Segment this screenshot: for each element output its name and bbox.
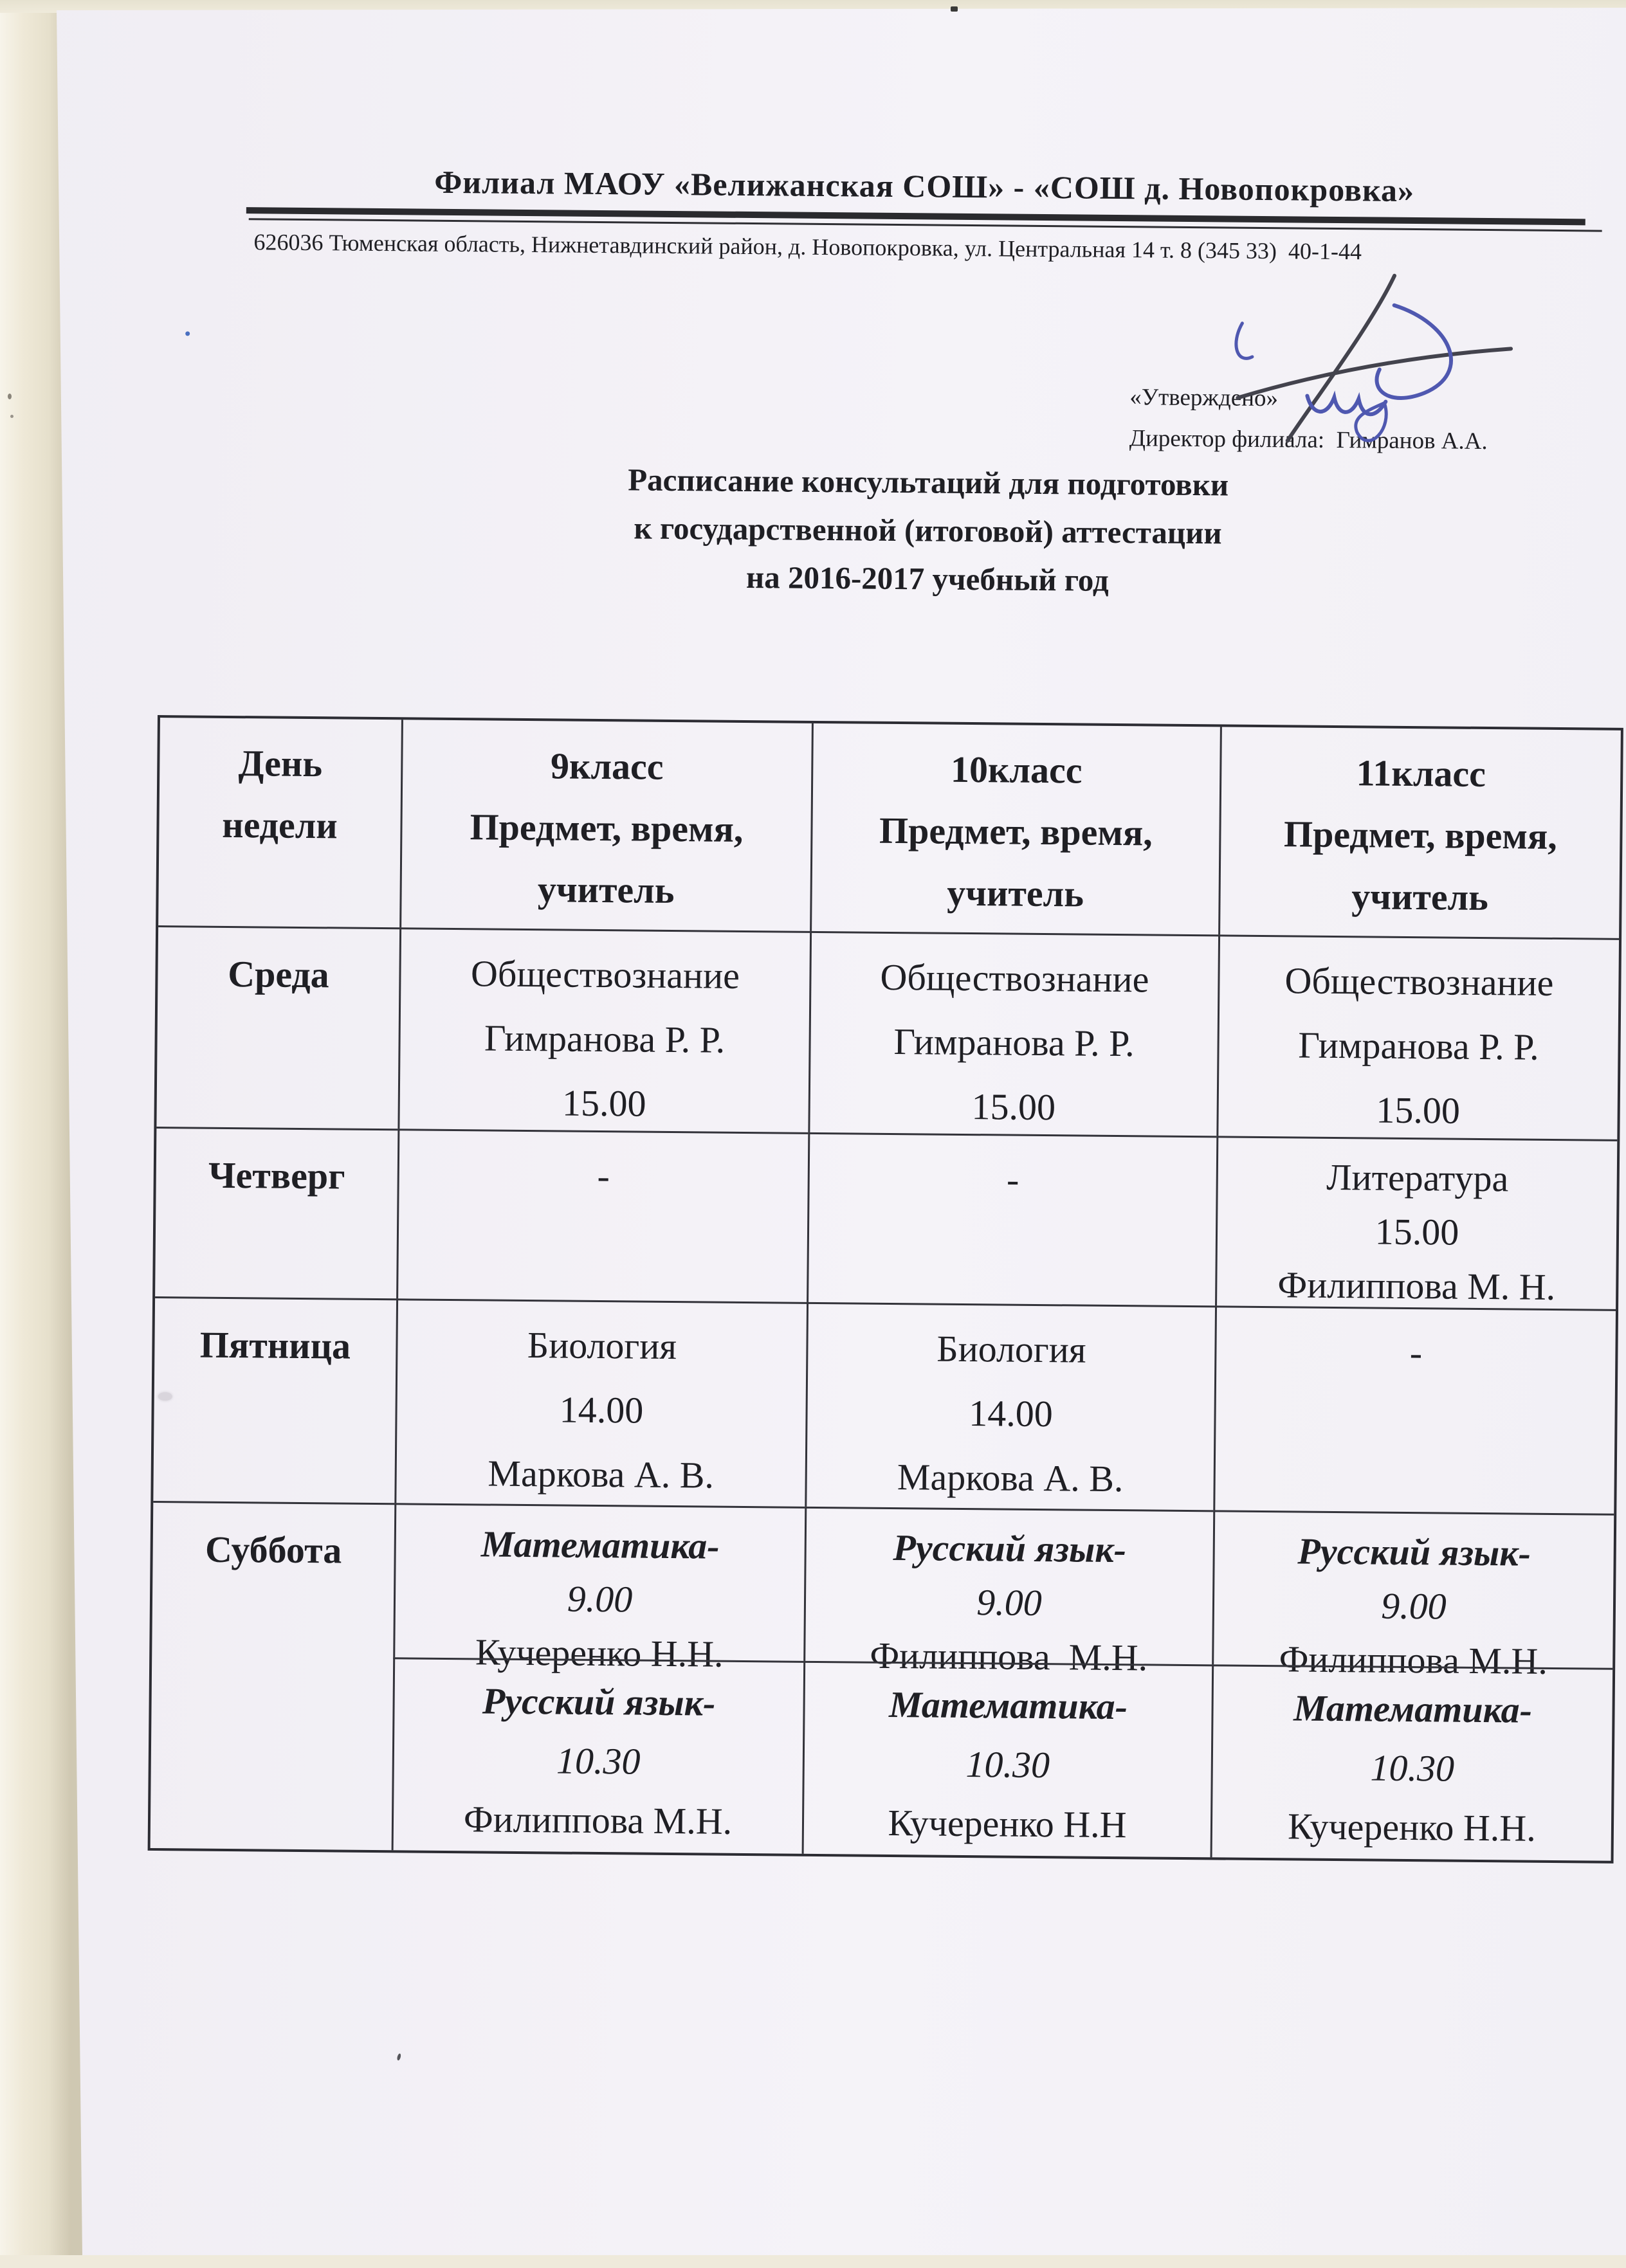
schedule-cell-sat2-9 (392, 1657, 804, 1854)
schedule-cell-thu-10 (807, 1132, 1216, 1306)
ink-dot (185, 331, 190, 336)
schedule-table (148, 715, 1623, 1864)
cell-line: Математика- (888, 1683, 1128, 1728)
cell-line: Филиппова М.Н. (870, 1634, 1148, 1679)
cell-line: 10.30 (556, 1739, 641, 1783)
cell-line: - (597, 1154, 610, 1197)
cell-line: 10.30 (965, 1743, 1050, 1786)
school-letterhead-title: Филиал МАОУ «Велижанская СОШ» - «СОШ д. Новопокровка» (434, 163, 1415, 209)
table-header-grade9 (399, 720, 812, 931)
cell-line: 15.00 (1376, 1089, 1461, 1132)
cell-line: Русский язык- (893, 1527, 1127, 1571)
schedule-cell-sat1-9 (393, 1503, 805, 1675)
handwritten-signature-icon (1211, 265, 1522, 467)
document-title-line2: к государственной (итоговой) аттестации (634, 510, 1222, 551)
cell-line: учитель (1351, 875, 1489, 919)
day-cell-friday: Пятница (153, 1296, 396, 1503)
table-header-grade10 (810, 723, 1220, 935)
schedule-cell-thu-9 (396, 1129, 808, 1302)
cell-line: Кучеренко Н.Н (888, 1801, 1127, 1846)
cell-line: Гимранова Р. Р. (893, 1021, 1135, 1065)
cell-line: 10класс (950, 748, 1082, 792)
cell-line: 14.00 (559, 1388, 644, 1431)
cell-line: 9класс (550, 745, 664, 788)
cell-line: 15.00 (1375, 1210, 1459, 1253)
document-title (278, 453, 1578, 609)
cell-line: Русский язык- (482, 1680, 716, 1724)
cell-line: Кучеренко Н.Н. (475, 1631, 724, 1675)
cell-line: Русский язык- (1297, 1530, 1531, 1574)
cell-line: Гимранова Р. Р. (1298, 1024, 1539, 1068)
scan-speck (396, 2053, 401, 2061)
day-cell-saturday: Суббота (151, 1501, 395, 1850)
schedule-cell-wed-9 (397, 927, 810, 1132)
cell-line: Обществознание (470, 952, 740, 997)
document-title-line3: на 2016-2017 учебный год (745, 559, 1110, 598)
cell-line: День (238, 742, 323, 785)
cell-line: Биология (527, 1324, 677, 1368)
schedule-cell-sat1-11 (1212, 1510, 1614, 1682)
cell-line: Маркова А. В. (897, 1456, 1124, 1500)
schedule-cell-fri-10 (805, 1302, 1215, 1510)
cell-line: 9.00 (567, 1577, 633, 1620)
cell-line: учитель (947, 871, 1084, 915)
cell-line: - (1006, 1158, 1019, 1201)
cell-line: Предмет, время, (1283, 813, 1558, 857)
day-cell-wednesday: Среда (156, 925, 399, 1129)
approved-label: «Утверждено» (1129, 384, 1279, 412)
cell-line: Филиппова М. Н. (1277, 1264, 1556, 1308)
director-signature-line: Директор филиала: Гимранов А.А. (1129, 425, 1488, 455)
letterhead-rule-thick (246, 207, 1585, 225)
cell-line: 9.00 (1380, 1584, 1447, 1628)
cell-line: 11класс (1356, 752, 1486, 795)
scan-smudge (158, 1392, 172, 1401)
cell-line: Предмет, время, (879, 809, 1153, 854)
cell-line: 15.00 (562, 1082, 646, 1125)
cell-line: недели (222, 803, 338, 847)
table-header-day (158, 718, 401, 927)
cell-line: Маркова А. В. (488, 1452, 715, 1496)
document-title-line1: Расписание консультаций для подготовки (627, 462, 1229, 503)
cell-line: Обществознание (1284, 959, 1554, 1004)
cell-line: Математика- (1293, 1687, 1533, 1731)
cell-line: - (1409, 1332, 1423, 1374)
schedule-cell-thu-11 (1215, 1136, 1617, 1309)
cell-line: Литература (1326, 1156, 1509, 1200)
cell-line: Филиппова М.Н. (1279, 1638, 1548, 1682)
cell-line: Биология (936, 1327, 1086, 1371)
cell-line: Кучеренко Н.Н. (1287, 1805, 1537, 1849)
cell-line: 9.00 (976, 1581, 1043, 1624)
school-address: 626036 Тюменская область, Нижнетавдинский район, д. Новопокровка, ул. Центральная 14 т. 8 (345 33) 40-1-44 (253, 229, 1362, 265)
schedule-cell-sat2-10 (802, 1661, 1212, 1858)
cell-line: 10.30 (1370, 1746, 1455, 1790)
cell-line: 14.00 (969, 1392, 1054, 1435)
cell-line: 15.00 (971, 1085, 1056, 1129)
cell-line: Гимранова Р. Р. (484, 1017, 726, 1061)
schedule-cell-sat1-10 (803, 1507, 1213, 1679)
schedule-cell-wed-11 (1216, 934, 1619, 1139)
cell-line: Математика- (480, 1523, 720, 1567)
schedule-cell-fri-11 (1213, 1305, 1616, 1513)
schedule-cell-wed-10 (808, 931, 1218, 1136)
cell-line: Обществознание (880, 956, 1149, 1001)
day-cell-thursday: Четверг (155, 1127, 397, 1298)
cell-line: Филиппова М.Н. (463, 1798, 733, 1842)
schedule-cell-fri-9 (394, 1298, 807, 1507)
table-header-grade11 (1218, 727, 1621, 938)
scan-speck (951, 6, 958, 12)
cell-line: учитель (537, 868, 675, 912)
cell-line: Предмет, время, (470, 806, 744, 850)
schedule-cell-sat2-11 (1210, 1664, 1613, 1860)
